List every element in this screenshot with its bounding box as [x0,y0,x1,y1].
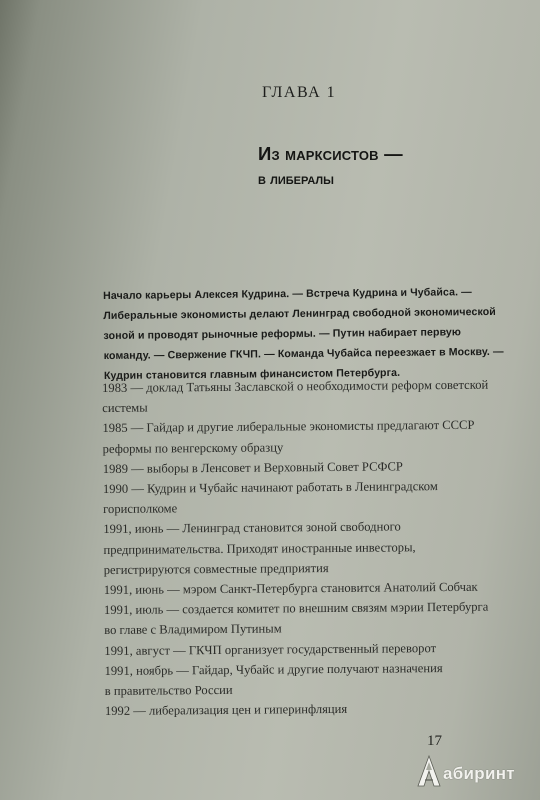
summary-line: зоной и проводят рыночные реформы. — Путин набирает первую [103,326,462,342]
page-number: 17 [427,733,442,749]
timeline-line: предпринимательства. Приходят иностранные инвесторы, [103,539,416,557]
timeline-line: системы [102,400,148,416]
labirint-watermark [416,752,515,788]
summary-line: Либеральные экономисты делают Ленинград свободной экономической [103,305,496,322]
summary-line: команду. — Свержение ГКЧП. — Команда Чубайса переезжает в Москву. — [103,345,504,362]
timeline-line: в правительство России [104,682,233,699]
chapter-title-line-1: Из марксистов — [258,143,403,164]
watermark-text: абиринт [443,764,515,783]
timeline-line: 1991, июль — создается комитет по внешним связям мэрии Петербурга [103,599,489,618]
timeline-line: 1992 — либерализация цен и гиперинфляция [104,702,348,719]
timeline-line: 1990 — Кудрин и Чубайс начинают работать в Ленинградском [102,479,438,497]
chapter-summary [103,282,504,386]
summary-line: Кудрин становится главным финансистом Петербурга. [103,366,401,382]
timeline-line: 1989 — выборы в Ленсовет и Верховный Совет РСФСР [102,459,403,476]
chapter-title-line-2: в либералы [258,171,334,188]
chapter-label: ГЛАВА 1 [262,84,337,101]
timeline-line: 1991, август — ГКЧП организует государственный переворот [104,640,437,658]
timeline-line: горисполкоме [103,501,178,517]
timeline-line: реформы по венгерскому образцу [102,440,284,456]
timeline-line: 1983 — доклад Татьяны Заславской о необходимости реформ советской [102,377,489,395]
summary-line: Начало карьеры Алексея Кудрина. — Встреча Кудрина и Чубайса. — [103,286,472,302]
chapter-title [258,142,403,190]
timeline-line: 1991, ноябрь — Гайдар, Чубайс и другие получают назначения [104,660,443,678]
labirint-logo-icon [416,754,442,788]
timeline-line: 1991, июнь — Ленинград становится зоной свободного [103,519,401,537]
timeline-list [102,375,489,721]
timeline-line: во главе с Владимиром Путиным [104,621,282,638]
timeline-line: регистрируются совместные предприятия [103,560,329,577]
timeline-line: 1991, июнь — мэром Санкт-Петербурга становится Анатолий Собчак [103,579,478,598]
timeline-line: 1985 — Гайдар и другие либеральные экономисты предлагают СССР [102,418,475,436]
